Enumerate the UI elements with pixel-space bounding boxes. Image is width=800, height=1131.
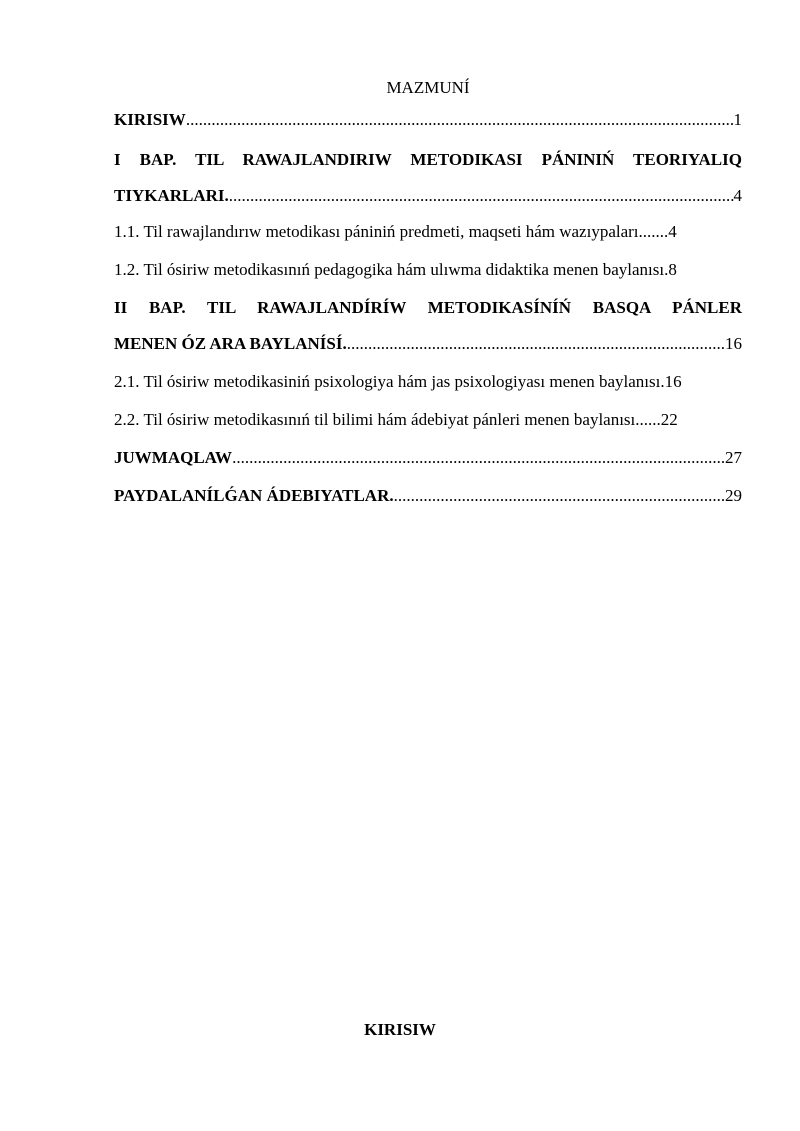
dot-leader (186, 108, 734, 132)
toc-entry-label: 1.1. Til rawajlandırıw metodikası pániniń predmeti, maqseti hám wazıypaları....... (114, 222, 669, 241)
toc-entry-page: 1 (733, 110, 742, 129)
dot-leader (229, 184, 734, 208)
toc-entry-label: JUWMAQLAW (114, 448, 233, 467)
toc-entry-label-line1: II BAP. TIL RAWAJLANDÍRÍW METODIKASÍNÍŃ BASQA PÁNLER (114, 298, 742, 317)
toc-entry-label: TIYKARLARI. (114, 186, 229, 205)
dot-leader (394, 484, 725, 508)
toc-title: MAZMUNÍ (386, 78, 470, 97)
toc-entry-label-line1: I BAP. TIL RAWAJLANDIRIW METODIKASI PÁNINIŃ TEORIYALIQ (114, 150, 742, 169)
dot-leader (347, 332, 725, 356)
toc-entry-page: 22 (660, 410, 678, 429)
toc-entry-page: 4 (733, 186, 742, 205)
toc-entry-label: 2.2. Til ósiriw metodikasınıń til bilimi hám ádebiyat pánleri menen baylanısı...... (114, 410, 661, 429)
toc-entry-kirisiw[interactable] (114, 108, 742, 132)
toc-entry-label: MENEN ÓZ ARA BAYLANÍSÍ. (114, 334, 347, 353)
toc-entry-page: 4 (668, 222, 677, 241)
toc-entry-page: 16 (725, 334, 742, 353)
toc-entry-label: PAYDALANÍLǴAN ÁDEBIYATLAR. (114, 486, 394, 505)
toc-entry-page: 29 (725, 486, 742, 505)
dot-leader (232, 446, 725, 470)
toc-entry-label: 2.1. Til ósiriw metodikasiniń psixologiya hám jas psixologiyası menen baylanısı. (114, 372, 665, 391)
toc-entry-section-1-1[interactable] (114, 220, 742, 244)
toc-entry-page: 27 (725, 448, 742, 467)
toc-entry-label: 1.2. Til ósiriw metodikasınıń pedagogika hám ulıwma didaktika menen baylanısı. (114, 260, 669, 279)
toc-entry-label: KIRISIW (114, 110, 186, 129)
toc-entry-chapter-2[interactable] (114, 296, 742, 356)
toc-entry-section-2-2[interactable] (114, 408, 742, 432)
toc-entry-section-2-1[interactable] (114, 370, 742, 394)
toc-entry-juwmaqlaw[interactable] (114, 446, 742, 470)
toc-entry-section-1-2[interactable] (114, 258, 742, 282)
toc-entry-references[interactable] (114, 484, 742, 508)
toc-entry-page: 16 (664, 372, 682, 391)
toc-entry-chapter-1[interactable] (114, 148, 742, 208)
section-heading: KIRISIW (364, 1020, 436, 1039)
toc-entry-page: 8 (668, 260, 677, 279)
